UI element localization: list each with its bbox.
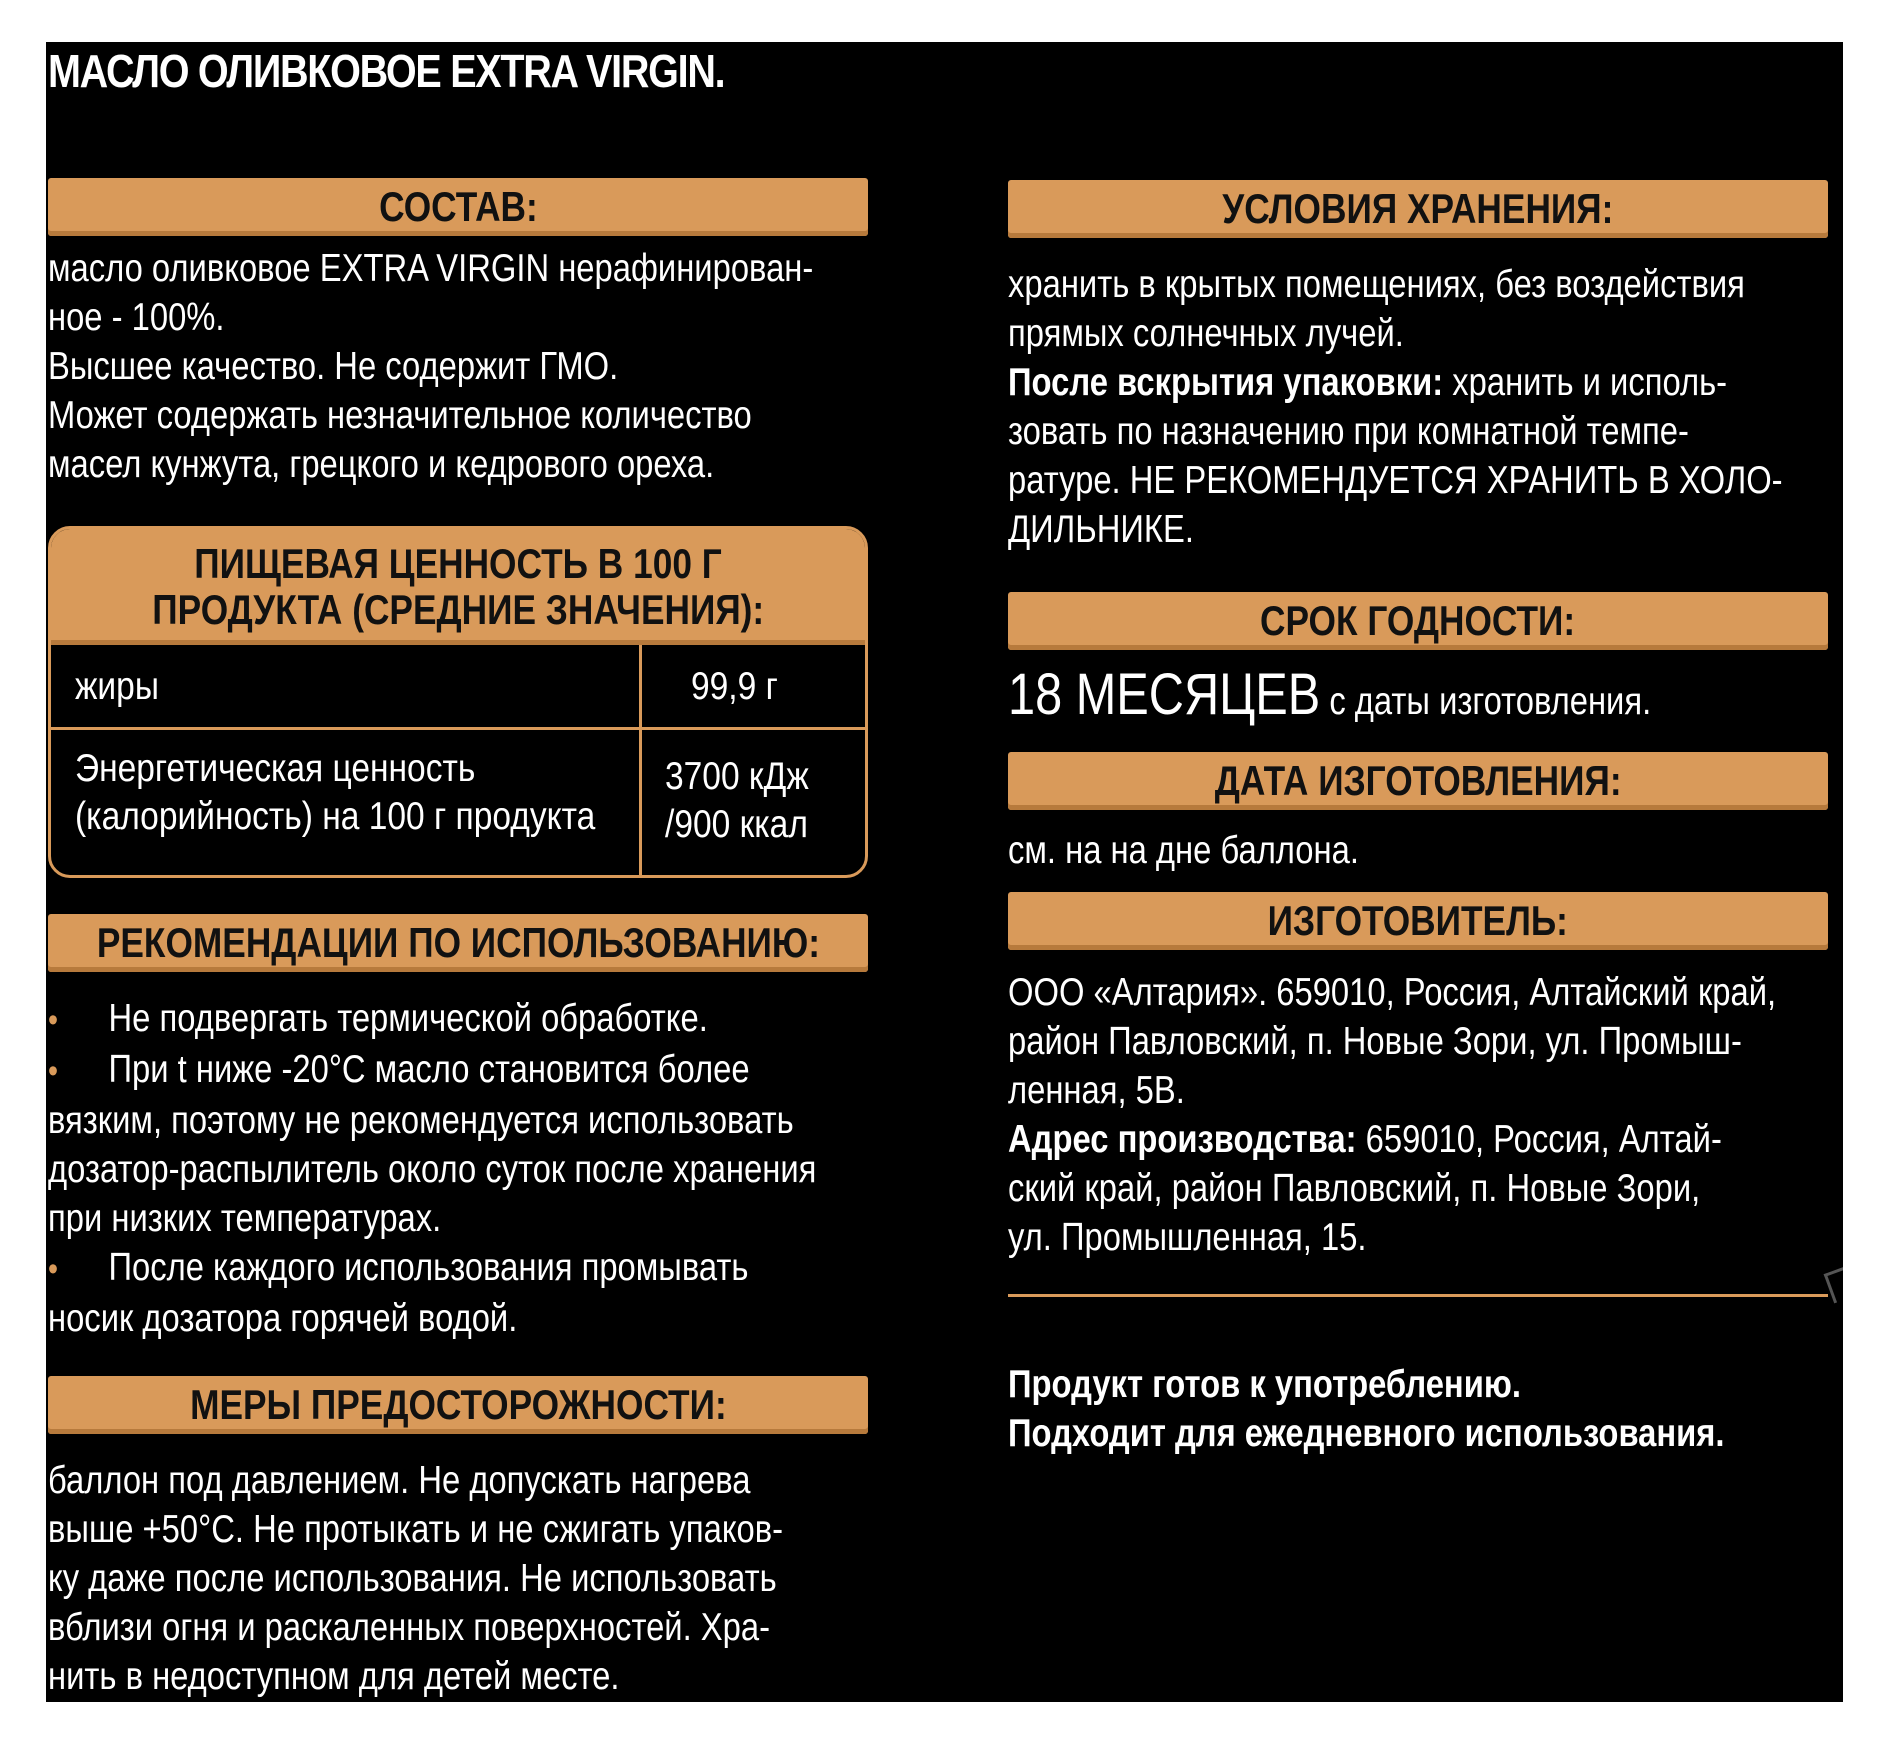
usage-item: • При t ниже -20°C масло становится более (48, 1045, 871, 1096)
pen-tip-icon (1824, 1264, 1843, 1304)
footer-note: Продукт готов к употреблению. Подходит для ежедневного использования. (1008, 1363, 1725, 1455)
after-opening-label: После вскрытия упаковки: (1008, 361, 1444, 404)
composition-line: Высшее качество. Не содержит ГМО. (48, 345, 619, 388)
composition-line: ное - 100%. (48, 296, 225, 339)
fat-value: 99,9 г (691, 665, 778, 708)
manufacture-date-text: см. на на дне баллона. (1008, 829, 1359, 872)
nutrition-table (48, 526, 868, 878)
storage-text: хранить в крытых помещениях, без воздействия прямых солнечных лучей. После вскрытия упаковки: хранить и исполь- зовать по назначению при комнатной темпе- ратуре. НЕ РЕКОМЕНДУЕТСЯ ХРАНИТЬ В ХОЛО- ДИЛЬНИКЕ. (1008, 263, 1783, 551)
production-address-label: Адрес производства: (1008, 1118, 1357, 1161)
manufacturer-text: ООО «Алтария». 659010, Россия, Алтайский край, район Павловский, п. Новые Зори, ул. Промыш- ленная, 5В. Адрес производства: 659010, Россия, Алтай- ский край, район Павловский, п. Новые Зори, ул. Промышленная, 15. (1008, 971, 1777, 1259)
precautions-text: баллон под давлением. Не допускать нагрева выше +50°C. Не протыкать и не сжигать упаков- ку даже после использования. Не использовать вблизи огня и раскаленных поверхностей. Хра- нить в недоступном для детей месте. (48, 1459, 784, 1698)
table-column-divider (639, 645, 642, 875)
bullet-icon: • (48, 1001, 59, 1039)
label-panel (46, 42, 1843, 1702)
shelf-life-text: 18 МЕСЯЦЕВ с даты изготовления. (1008, 662, 1652, 727)
divider-line (1008, 1294, 1828, 1297)
usage-heading: РЕКОМЕНДАЦИИ ПО ИСПОЛЬЗОВАНИЮ: (48, 914, 868, 972)
product-title: МАСЛО ОЛИВКОВОЕ EXTRA VIRGIN. (48, 45, 725, 97)
shelf-life-value: 18 МЕСЯЦЕВ (1008, 662, 1321, 727)
storage-heading: УСЛОВИЯ ХРАНЕНИЯ: (1008, 180, 1828, 238)
composition-line: масло оливковое EXTRA VIRGIN нерафинирован- (48, 247, 814, 290)
energy-value: 3700 кДж /900 ккал (665, 755, 809, 846)
manufacture-date-heading: ДАТА ИЗГОТОВЛЕНИЯ: (1008, 752, 1828, 810)
bullet-icon: • (48, 1052, 59, 1090)
usage-item: • Не подвергать термической обработке. (48, 994, 871, 1045)
usage-text: • Не подвергать термической обработке. • При t ниже -20°C масло становится более вязким, поэтому не рекомендуется использовать дозатор-распылитель около суток после хранения при низких температурах. • После каждого использования промывать носик дозатора горячей водой. (48, 994, 871, 1343)
composition-line: масел кунжута, грецкого и кедрового ореха. (48, 443, 715, 486)
composition-text (48, 244, 871, 489)
precautions-heading: МЕРЫ ПРЕДОСТОРОЖНОСТИ: (48, 1376, 868, 1434)
fat-label: жиры (75, 665, 159, 708)
table-row-divider (51, 727, 865, 730)
usage-item: • После каждого использования промывать (48, 1243, 871, 1294)
manufacturer-heading: ИЗГОТОВИТЕЛЬ: (1008, 892, 1828, 950)
bullet-icon: • (48, 1250, 59, 1288)
energy-label: Энергетическая ценность (калорийность) на 100 г продукта (75, 747, 596, 838)
shelf-life-heading: СРОК ГОДНОСТИ: (1008, 592, 1828, 650)
nutrition-heading: ПИЩЕВАЯ ЦЕННОСТЬ В 100 Г ПРОДУКТА (СРЕДНИЕ ЗНАЧЕНИЯ): (51, 529, 865, 645)
composition-heading: СОСТАВ: (48, 178, 868, 236)
composition-line: Может содержать незначительное количество (48, 394, 752, 437)
